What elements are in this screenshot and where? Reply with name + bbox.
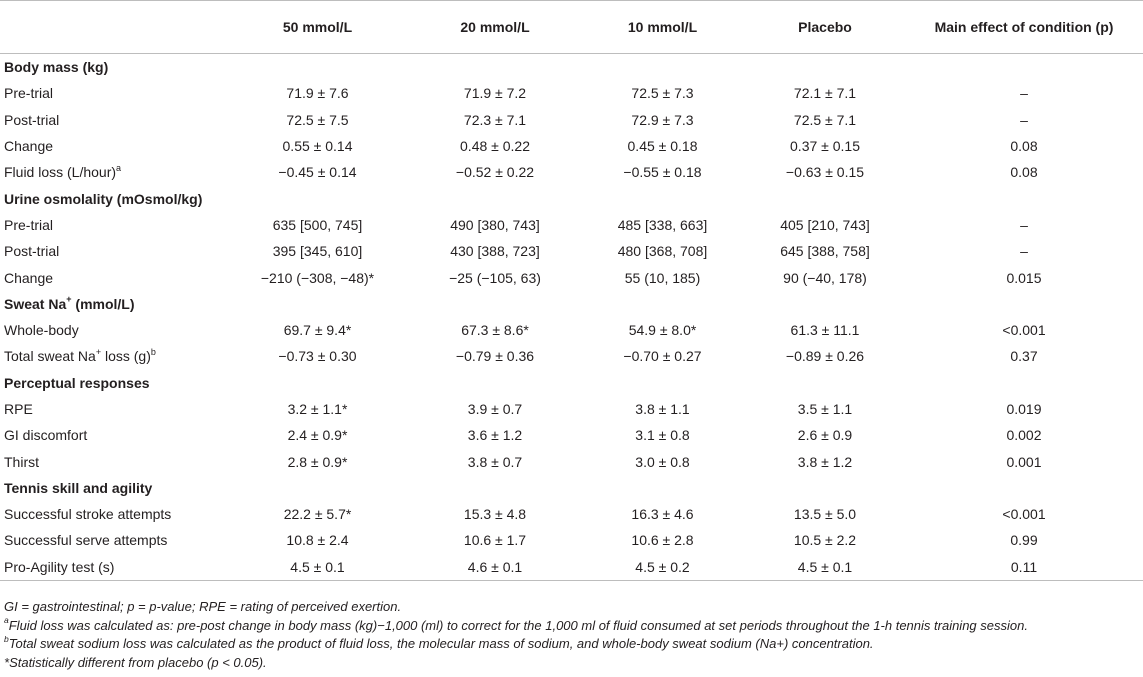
cell-50mmol: 2.8 ± 0.9* bbox=[287, 453, 348, 470]
footnote-star-mark: * bbox=[4, 654, 10, 670]
table-row bbox=[0, 264, 1143, 290]
row-label-text: Change bbox=[4, 138, 54, 155]
cell-10mmol: 72.5 ± 7.3 bbox=[631, 85, 694, 102]
cell-20mmol: 3.9 ± 0.7 bbox=[467, 401, 523, 417]
cell-50mmol: −210 (−308, −48)* bbox=[260, 269, 375, 286]
cell-placebo: 405 [210, 743] bbox=[780, 216, 870, 233]
cell-main-effect: 0.11 bbox=[905, 554, 1143, 581]
row-label-suffix: loss (g) bbox=[101, 348, 151, 365]
cell-placebo: 645 [388, 758] bbox=[780, 243, 870, 260]
section-row bbox=[0, 291, 1143, 317]
row-label bbox=[0, 554, 225, 581]
header-cell-20mmol: 20 mmol/L bbox=[410, 1, 580, 54]
cell-placebo: −0.63 ± 0.15 bbox=[785, 164, 865, 181]
cell-20mmol: −0.79 ± 0.36 bbox=[455, 348, 535, 365]
cell-20mmol: 430 [388, 723] bbox=[450, 243, 540, 260]
cell-10mmol: 16.3 ± 4.6 bbox=[631, 506, 694, 523]
cell-20mmol: 15.3 ± 4.8 bbox=[463, 506, 527, 523]
section-row bbox=[0, 370, 1143, 396]
cell-main-effect: – bbox=[1020, 111, 1028, 128]
cell-main-effect: – bbox=[1020, 216, 1028, 233]
cell-50mmol: 3.2 ± 1.1* bbox=[287, 401, 348, 417]
table-row bbox=[0, 317, 1143, 343]
table-row bbox=[0, 107, 1143, 133]
cell-20mmol: 67.3 ± 8.6* bbox=[461, 322, 529, 339]
cell-10mmol: 485 [338, 663] bbox=[617, 216, 708, 233]
section-heading-text: Tennis skill and agility bbox=[4, 479, 153, 496]
footnote-abbreviations: GI = gastrointestinal; p = p-value; RPE = rating of perceived exertion. bbox=[4, 599, 402, 614]
table-body bbox=[0, 54, 1143, 581]
section-row bbox=[0, 54, 1143, 81]
cell-20mmol: 3.6 ± 1.2 bbox=[467, 427, 523, 444]
cell-placebo: 90 (−40, 178) bbox=[783, 269, 867, 286]
row-label-text: Whole-body bbox=[4, 322, 79, 339]
cell-50mmol: −0.73 ± 0.30 bbox=[278, 348, 357, 365]
cell-main-effect: – bbox=[1020, 243, 1028, 260]
cell-20mmol: −25 (−105, 63) bbox=[449, 269, 541, 286]
row-label bbox=[0, 527, 225, 553]
cell-20mmol: 71.9 ± 7.2 bbox=[463, 85, 527, 102]
row-label-footnote-mark: a bbox=[116, 162, 122, 173]
row-label-text: RPE bbox=[4, 401, 33, 417]
footnote-a bbox=[4, 617, 1139, 636]
row-label-text: Fluid loss (L/hour) bbox=[4, 164, 117, 181]
cell-main-effect: 0.08 bbox=[1010, 138, 1038, 155]
cell-10mmol: 3.0 ± 0.8 bbox=[635, 453, 690, 470]
cell-10mmol: 4.5 ± 0.2 bbox=[580, 554, 745, 581]
row-label bbox=[0, 317, 225, 343]
cell-10mmol: 3.8 ± 1.1 bbox=[635, 401, 690, 417]
table-row bbox=[0, 396, 1143, 422]
cell-50mmol: 2.4 ± 0.9* bbox=[287, 427, 348, 444]
table-row bbox=[0, 554, 1143, 581]
section-heading-text: Perceptual responses bbox=[4, 374, 150, 391]
header-cell-placebo: Placebo bbox=[745, 1, 905, 54]
row-label-text: GI discomfort bbox=[4, 427, 88, 444]
row-label-text: Pre-trial bbox=[4, 85, 54, 102]
row-label bbox=[0, 422, 225, 448]
header-row bbox=[0, 1, 1143, 54]
row-label-text: Total sweat Na bbox=[4, 348, 96, 365]
cell-10mmol: −0.55 ± 0.18 bbox=[623, 164, 702, 181]
footnote-b-mark: b bbox=[4, 633, 9, 644]
table-row bbox=[0, 159, 1143, 185]
row-label bbox=[0, 212, 225, 238]
cell-placebo: −0.89 ± 0.26 bbox=[785, 348, 865, 365]
footnote-star-text: Statistically different from placebo (p < 0.05). bbox=[9, 654, 267, 670]
cell-10mmol: 10.6 ± 2.8 bbox=[631, 532, 694, 549]
section-heading-text: Urine osmolality (mOsmol/kg) bbox=[4, 190, 203, 207]
cell-placebo: 0.37 ± 0.15 bbox=[790, 138, 860, 155]
section-heading bbox=[0, 370, 1143, 396]
section-heading-text: Body mass (kg) bbox=[4, 59, 109, 76]
section-row bbox=[0, 185, 1143, 211]
cell-50mmol: 72.5 ± 7.5 bbox=[286, 111, 349, 128]
cell-placebo: 10.5 ± 2.2 bbox=[793, 532, 857, 549]
cell-50mmol: 10.8 ± 2.4 bbox=[286, 532, 349, 549]
cell-main-effect: <0.001 bbox=[1002, 322, 1046, 339]
cell-20mmol: 72.3 ± 7.1 bbox=[463, 111, 527, 128]
cell-50mmol: 0.55 ± 0.14 bbox=[282, 138, 353, 155]
footnote-b-text: Total sweat sodium loss was calculated as the product of fluid loss, the molecular mass of sodium, and whole-body sweat sodium (Na+) concentration. bbox=[8, 636, 874, 651]
cell-20mmol: −0.52 ± 0.22 bbox=[455, 164, 535, 181]
table-row bbox=[0, 133, 1143, 159]
table-row bbox=[0, 212, 1143, 238]
cell-10mmol: 54.9 ± 8.0* bbox=[628, 322, 697, 339]
row-label-text: Thirst bbox=[4, 453, 39, 470]
row-label-text: Pro-Agility test (s) bbox=[4, 558, 115, 575]
section-heading bbox=[0, 475, 1143, 501]
cell-main-effect: 0.001 bbox=[1006, 453, 1042, 470]
table-header bbox=[0, 1, 1143, 54]
section-row bbox=[0, 475, 1143, 501]
row-label-text: Change bbox=[4, 269, 54, 286]
cell-placebo: 72.1 ± 7.1 bbox=[793, 85, 857, 102]
footnote-a-text: Fluid loss was calculated as: pre-post change in body mass (kg)−1,000 (ml) to correct for the 1,000 ml of fluid consumed at set periods throughout the 1-h tennis training session. bbox=[8, 617, 1028, 633]
cell-20mmol: 0.48 ± 0.22 bbox=[460, 138, 530, 155]
row-label bbox=[0, 343, 225, 369]
cell-10mmol: 3.1 ± 0.8 bbox=[635, 427, 690, 444]
cell-20mmol: 490 [380, 743] bbox=[450, 216, 540, 233]
row-label bbox=[0, 159, 225, 185]
row-label bbox=[0, 396, 225, 422]
row-label-text: Post-trial bbox=[4, 111, 60, 128]
section-heading-sup: + bbox=[66, 294, 72, 305]
cell-main-effect: <0.001 bbox=[1002, 506, 1046, 523]
footnote-b bbox=[4, 635, 1139, 654]
row-label-sup: + bbox=[95, 346, 102, 357]
cell-placebo: 72.5 ± 7.1 bbox=[793, 111, 857, 128]
section-heading bbox=[0, 291, 1143, 317]
cell-10mmol: −0.70 ± 0.27 bbox=[623, 348, 702, 365]
cell-placebo: 3.5 ± 1.1 bbox=[797, 401, 853, 417]
cell-50mmol: 22.2 ± 5.7* bbox=[283, 506, 352, 523]
section-heading-text: Sweat Na bbox=[4, 295, 67, 312]
cell-placebo: 4.5 ± 0.1 bbox=[745, 554, 905, 581]
row-label bbox=[0, 107, 225, 133]
row-label-text: Post-trial bbox=[4, 243, 60, 260]
cell-placebo: 3.8 ± 1.2 bbox=[797, 453, 853, 470]
table-row bbox=[0, 527, 1143, 553]
row-label bbox=[0, 448, 225, 474]
header-cell-10mmol: 10 mmol/L bbox=[580, 1, 745, 54]
row-label-footnote-mark: b bbox=[150, 346, 156, 357]
row-label-text: Successful stroke attempts bbox=[4, 506, 172, 523]
row-label-text: Pre-trial bbox=[4, 216, 54, 233]
row-label-text: Successful serve attempts bbox=[4, 532, 168, 549]
cell-50mmol: 395 [345, 610] bbox=[272, 243, 363, 260]
cell-placebo: 61.3 ± 11.1 bbox=[790, 322, 860, 339]
header-cell-label bbox=[0, 1, 225, 54]
row-label bbox=[0, 501, 225, 527]
cell-placebo: 2.6 ± 0.9 bbox=[797, 427, 853, 444]
cell-50mmol: −0.45 ± 0.14 bbox=[278, 164, 357, 181]
table-row bbox=[0, 80, 1143, 106]
table-row bbox=[0, 448, 1143, 474]
table-row bbox=[0, 343, 1143, 369]
footnote-star bbox=[4, 654, 1139, 673]
cell-main-effect: 0.08 bbox=[1010, 164, 1038, 181]
section-heading-suffix: (mmol/L) bbox=[71, 295, 135, 312]
header-cell-main-effect: Main effect of condition (p) bbox=[905, 1, 1143, 54]
row-label bbox=[0, 264, 225, 290]
cell-main-effect: – bbox=[1020, 85, 1028, 102]
section-heading bbox=[0, 54, 1143, 81]
table-row bbox=[0, 422, 1143, 448]
cell-placebo: 13.5 ± 5.0 bbox=[793, 506, 857, 523]
cell-50mmol: 69.7 ± 9.4* bbox=[283, 322, 352, 339]
cell-10mmol: 72.9 ± 7.3 bbox=[631, 111, 694, 128]
cell-main-effect: 0.015 bbox=[1006, 269, 1042, 286]
footnote-a-mark: a bbox=[4, 615, 9, 626]
row-label bbox=[0, 80, 225, 106]
header-cell-50mmol: 50 mmol/L bbox=[225, 1, 410, 54]
cell-main-effect: 0.019 bbox=[1006, 401, 1042, 417]
table-row bbox=[0, 501, 1143, 527]
cell-10mmol: 480 [368, 708] bbox=[617, 243, 708, 260]
table-footnotes bbox=[4, 598, 1139, 672]
section-heading bbox=[0, 185, 1143, 211]
cell-20mmol: 10.6 ± 1.7 bbox=[463, 532, 527, 549]
row-label bbox=[0, 238, 225, 264]
cell-main-effect: 0.002 bbox=[1006, 427, 1042, 444]
cell-main-effect: 0.37 bbox=[1010, 348, 1038, 365]
cell-50mmol: 4.5 ± 0.1 bbox=[225, 554, 410, 581]
cell-50mmol: 71.9 ± 7.6 bbox=[286, 85, 349, 102]
table-row bbox=[0, 238, 1143, 264]
cell-main-effect: 0.99 bbox=[1010, 532, 1038, 549]
row-label bbox=[0, 133, 225, 159]
cell-10mmol: 0.45 ± 0.18 bbox=[627, 138, 698, 155]
cell-50mmol: 635 [500, 745] bbox=[272, 216, 363, 233]
cell-20mmol: 4.6 ± 0.1 bbox=[410, 554, 580, 581]
cell-10mmol: 55 (10, 185) bbox=[624, 269, 701, 286]
cell-20mmol: 3.8 ± 0.7 bbox=[467, 453, 523, 470]
